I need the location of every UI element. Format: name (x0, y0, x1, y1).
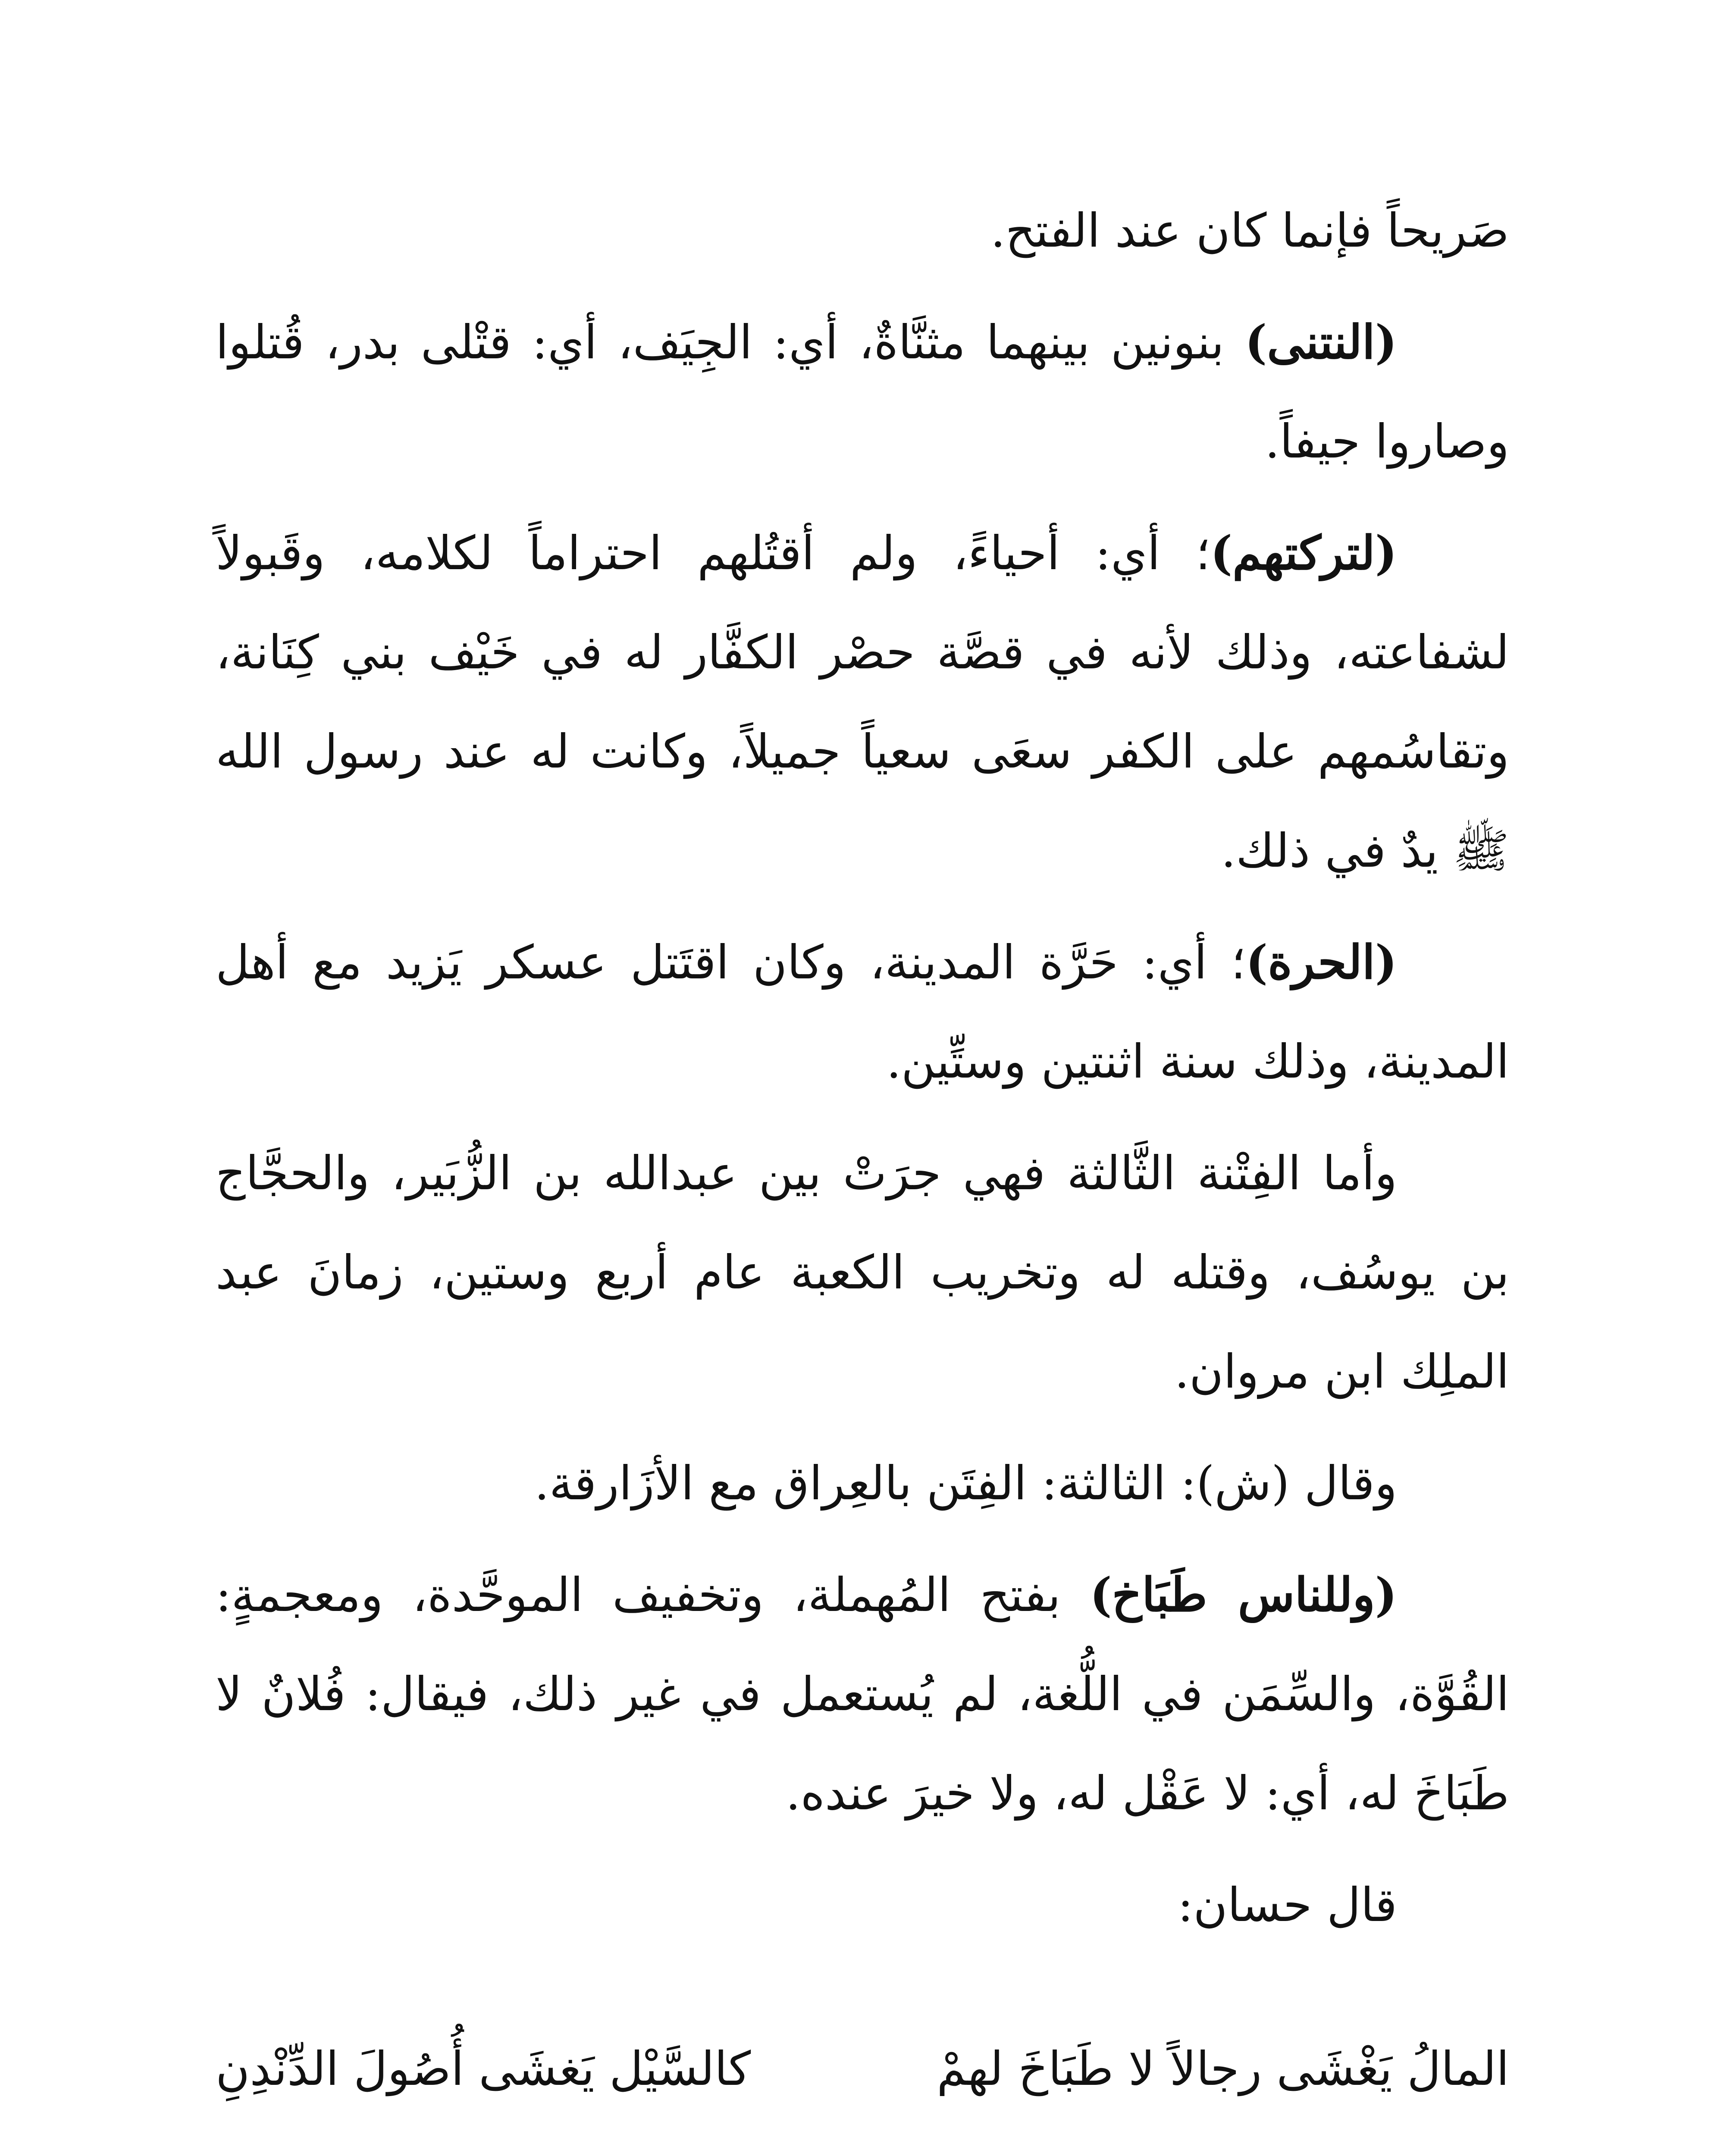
paragraph-text: ؛ أي: أحياءً، ولم أقتُلهم احتراماً لكلامه، وقَبولاً لشفاعته، وذلك لأنه في قصَّة حصْر الكفَّار له في خَيْف بني كِنَانة، وتقاسُمهم على الكفر سعَى سعياً جميلاً، وكانت له عند رسول الله ﷺ يدٌ في ذلك. (216, 526, 1509, 878)
term: (الحرة) (1246, 935, 1397, 990)
paragraph-text: صَريحاً فإنما كان عند الفتح. (990, 204, 1509, 258)
term: (لتركتهم) (1210, 526, 1397, 580)
poem-left-hemistich: كالسَّيْل يَغشَى أُصُولَ الدِّنْدِنِ (216, 2042, 751, 2096)
paragraph-7 (216, 1545, 1509, 1843)
paragraph-3 (216, 504, 1509, 901)
paragraph-2 (216, 293, 1509, 492)
paragraph-1 (216, 181, 1509, 281)
term: (وللناس طَبَاخ) (1090, 1568, 1397, 1622)
paragraph-text: وقال (ش): الثالثة: الفِتَن بالعِراق مع الأزَارقة. (534, 1457, 1397, 1510)
paragraph-text: وأما الفِتْنة الثَّالثة فهي جرَتْ بين عبدالله بن الزُّبَير، والحجَّاج بن يوسُف، وقتله له وتخريب الكعبة عام أربع وستين، زمانَ عبد الملِك ابن مروان. (216, 1147, 1509, 1399)
paragraph-text: قال حسان: (1177, 1878, 1397, 1932)
term: (النتنى) (1245, 315, 1397, 370)
poem-verse (216, 2020, 1509, 2119)
paragraph-5 (216, 1124, 1509, 1422)
paragraph-8 (216, 1855, 1509, 1955)
paragraph-text: بنونين بينهما مثنَّاةٌ، أي: الجِيَف، أي: قتْلى بدر، قُتلوا وصاروا جيفاً. (216, 316, 1509, 469)
poem-right-hemistich: المالُ يَغْشَى رجالاً لا طَبَاخَ لهمْ (937, 2042, 1509, 2096)
paragraph-4 (216, 913, 1509, 1112)
paragraph-text: بفتح المُهملة، وتخفيف الموحَّدة، ومعجمةٍ: القُوَّة، والسِّمَن في اللُّغة، لم يُستعمل في غير ذلك، فيقال: فُلانٌ لا طَبَاخَ له، أي: لا عَقْل له، ولا خيرَ عنده. (216, 1568, 1509, 1821)
paragraph-text: ؛ أي: حَرَّة المدينة، وكان اقتَتل عسكر يَزيد مع أهل المدينة، وذلك سنة اثنتين وستِّين. (216, 936, 1509, 1089)
paragraph-6 (216, 1434, 1509, 1533)
body-text (216, 181, 1509, 2156)
